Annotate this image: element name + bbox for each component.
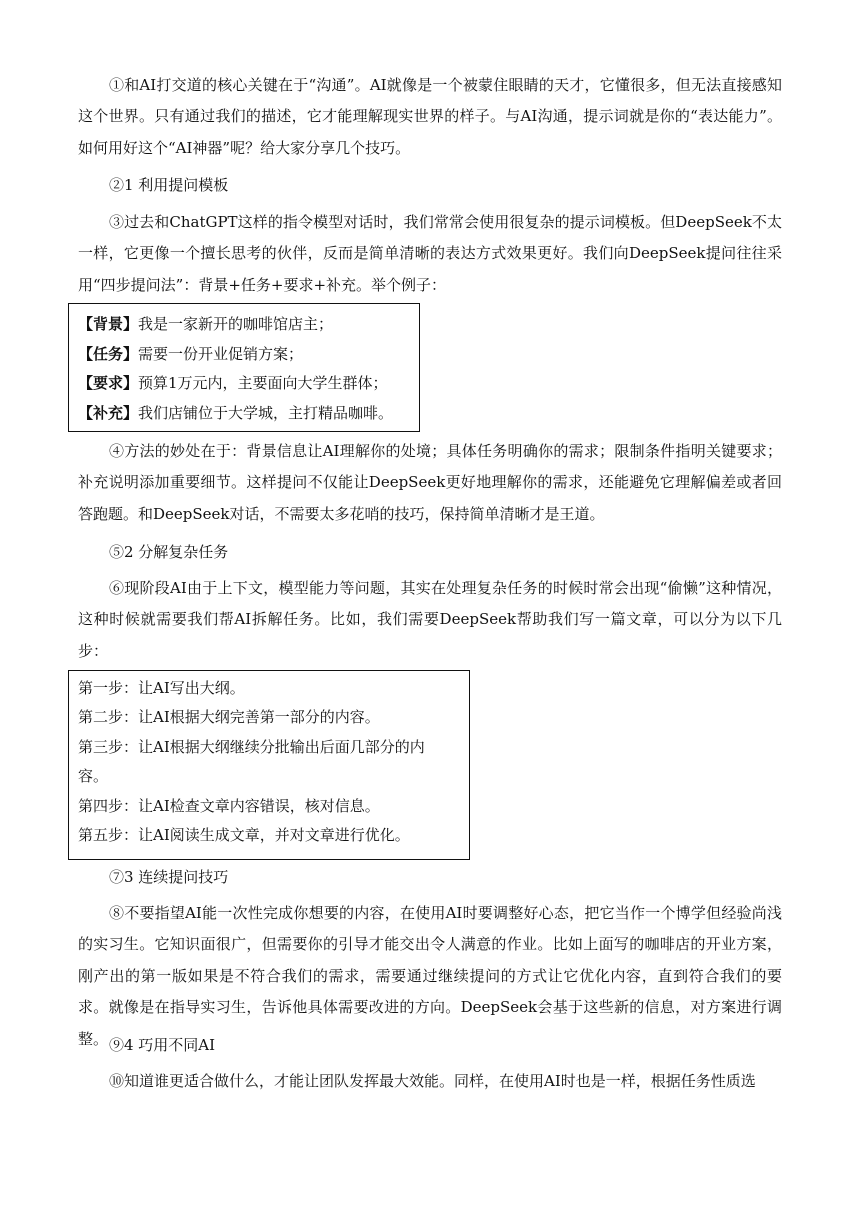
heading-2-decompose-tasks: ⑤2 分解复杂任务 [109,543,229,561]
step-3: 第三步：让AI根据大纲继续分批输出后面几部分的内容。 [78,737,425,786]
template-text-task: 需要一份开业促销方案； [138,344,304,363]
step-5: 第五步：让AI阅读生成文章，并对文章进行优化。 [78,826,410,845]
paragraph-3: ③过去和ChatGPT这样的指令模型对话时，我们常常会使用很复杂的提示词模板。但DeepSeek不太一样，它更像一个擅长思考的伙伴，反而是简单清晰的表达方式效果更好。我们向DeepSeek提问往往采用“四步提问法”：背景+任务+要求+补充。举个例子： [78,213,782,294]
heading-4-use-different-ai: ⑨4 巧用不同AI [109,1036,216,1054]
template-tag-background: 【背景】 [78,315,139,333]
template-line-requirement [78,369,419,399]
template-line-supplement [78,399,419,429]
paragraph-10: ⑩知道谁更适合做什么，才能让团队发挥最大效能。同样，在使用AI时也是一样，根据任务性质选 [109,1072,756,1090]
step-4: 第四步：让AI检查文章内容错误，核对信息。 [78,796,380,815]
template-text-supplement: 我们店铺位于大学城，主打精品咖啡。 [138,403,394,422]
template-line-background [78,310,419,340]
step-1: 第一步：让AI写出大纲。 [78,679,245,697]
template-tag-task: 【任务】 [78,344,139,363]
template-tag-supplement: 【补充】 [78,403,139,422]
paragraph-8: ⑧不要指望AI能一次性完成你想要的内容，在使用AI时要调整好心态，把它当作一个博学但经验尚浅的实习生。它知识面很广，但需要你的引导才能交出令人满意的作业。比如上面写的咖啡店的开业方案，刚产出的第一版如果是不符合我们的需求，需要通过继续提问的方式让它优化内容，直到符合我们的要求。就像是在指导实习生，告诉他具体需要改进的方向。DeepSeek会基于这些新的信息，对方案进行调整。 [78,904,782,1048]
template-tag-requirement: 【要求】 [78,374,139,392]
template-text-requirement: 预算1万元内，主要面向大学生群体； [138,374,388,392]
paragraph-4: ④方法的妙处在于：背景信息让AI理解你的处境；具体任务明确你的需求；限制条件指明关键要求；补充说明添加重要细节。这样提问不仅能让DeepSeek更好地理解你的需求，还能避免它理解偏差或者回答跑题。和DeepSeek对话，不需要太多花哨的技巧，保持简单清晰才是王道。 [78,442,782,523]
template-line-task [78,340,419,370]
heading-1-question-template: ②1 利用提问模板 [109,176,229,194]
step-2: 第二步：让AI根据大纲完善第一部分的内容。 [78,708,380,727]
steps-box [68,670,470,860]
prompt-template-box [68,303,420,432]
template-text-background: 我是一家新开的咖啡馆店主； [138,315,334,333]
heading-3-continuous-questions: ⑦3 连续提问技巧 [109,868,229,886]
paragraph-1: ①和AI打交道的核心关键在于“沟通”。AI就像是一个被蒙住眼睛的天才，它懂很多，但无法直接感知这个世界。只有通过我们的描述，它才能理解现实世界的样子。与AI沟通，提示词就是你的“表达能力”。如何用好这个“AI神器”呢？给大家分享几个技巧。 [78,76,782,157]
paragraph-6: ⑥现阶段AI由于上下文，模型能力等问题，其实在处理复杂任务的时候时常会出现“偷懒”这种情况，这种时候就需要我们帮AI拆解任务。比如，我们需要DeepSeek帮助我们写一篇文章，可以分为以下几步： [78,579,782,660]
